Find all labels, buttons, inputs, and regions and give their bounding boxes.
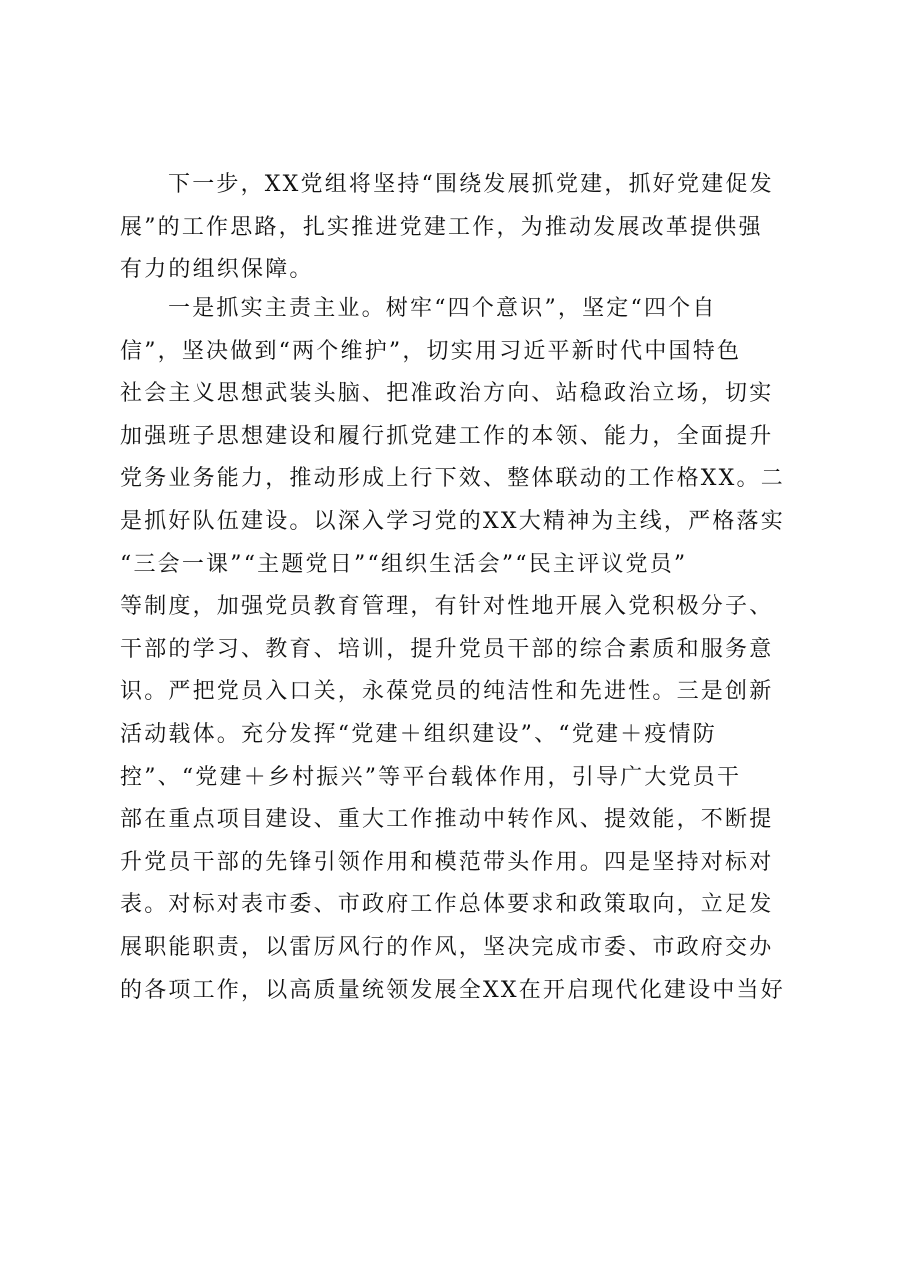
paragraph-line: 信”，坚决做到“两个维护”，切实用习近平新时代中国特色 xyxy=(120,338,742,364)
paragraph-line: 党务业务能力，推动形成上行下效、整体联动的工作格XX。二 xyxy=(120,466,785,492)
paragraph-line: 有力的组织保障。 xyxy=(120,257,314,283)
paragraph-line: 是抓好队伍建设。以深入学习党的XX大精神为主线，严格落实 xyxy=(120,508,785,534)
paragraph-line: 识。严把党员入口关，永葆党员的纯洁性和先进性。三是创新 xyxy=(120,679,774,705)
paragraph-line: 社会主义思想武装头脑、把准政治方向、站稳政治立场，切实 xyxy=(120,381,774,407)
paragraph-line: 控”、“党建＋乡村振兴”等平台载体作用，引导广大党员干 xyxy=(120,764,742,790)
paragraph-line: 活动载体。充分发挥“党建＋组织建设”、“党建＋疫情防 xyxy=(120,721,717,747)
paragraph-line: 干部的学习、教育、培训，提升党员干部的综合素质和服务意 xyxy=(120,636,774,662)
paragraph-line: “三会一课”“主题党日”“组织生活会”“民主评议党员” xyxy=(120,551,688,577)
paragraph-line: 部在重点项目建设、重大工作推动中转作风、提效能，不断提 xyxy=(120,807,774,833)
paragraph-line: 表。对标对表市委、市政府工作总体要求和政策取向，立足发 xyxy=(120,892,774,918)
paragraph-line: 的各项工作，以高质量统领发展全XX在开启现代化建设中当好 xyxy=(120,977,785,1003)
paragraph-line: 一是抓实主责主业。树牢“四个意识”，坚定“四个自 xyxy=(168,296,717,321)
paragraph-measures xyxy=(120,288,800,1012)
paragraph-line: 加强班子思想建设和履行抓党建工作的本领、能力，全面提升 xyxy=(120,423,774,449)
paragraph-line: 展”的工作思路，扎实推进党建工作，为推动发展改革提供强 xyxy=(120,214,763,240)
paragraph-next-steps xyxy=(120,164,800,292)
paragraph-line: 升党员干部的先锋引领作用和模范带头作用。四是坚持对标对 xyxy=(120,849,774,875)
paragraph-line: 等制度，加强党员教育管理，有针对性地开展入党积极分子、 xyxy=(120,594,774,620)
paragraph-line: 展职能职责，以雷厉风行的作风，坚决完成市委、市政府交办 xyxy=(120,934,774,960)
paragraph-line: 下一步，XX党组将坚持“围绕发展抓党建，抓好党建促发 xyxy=(168,172,774,197)
